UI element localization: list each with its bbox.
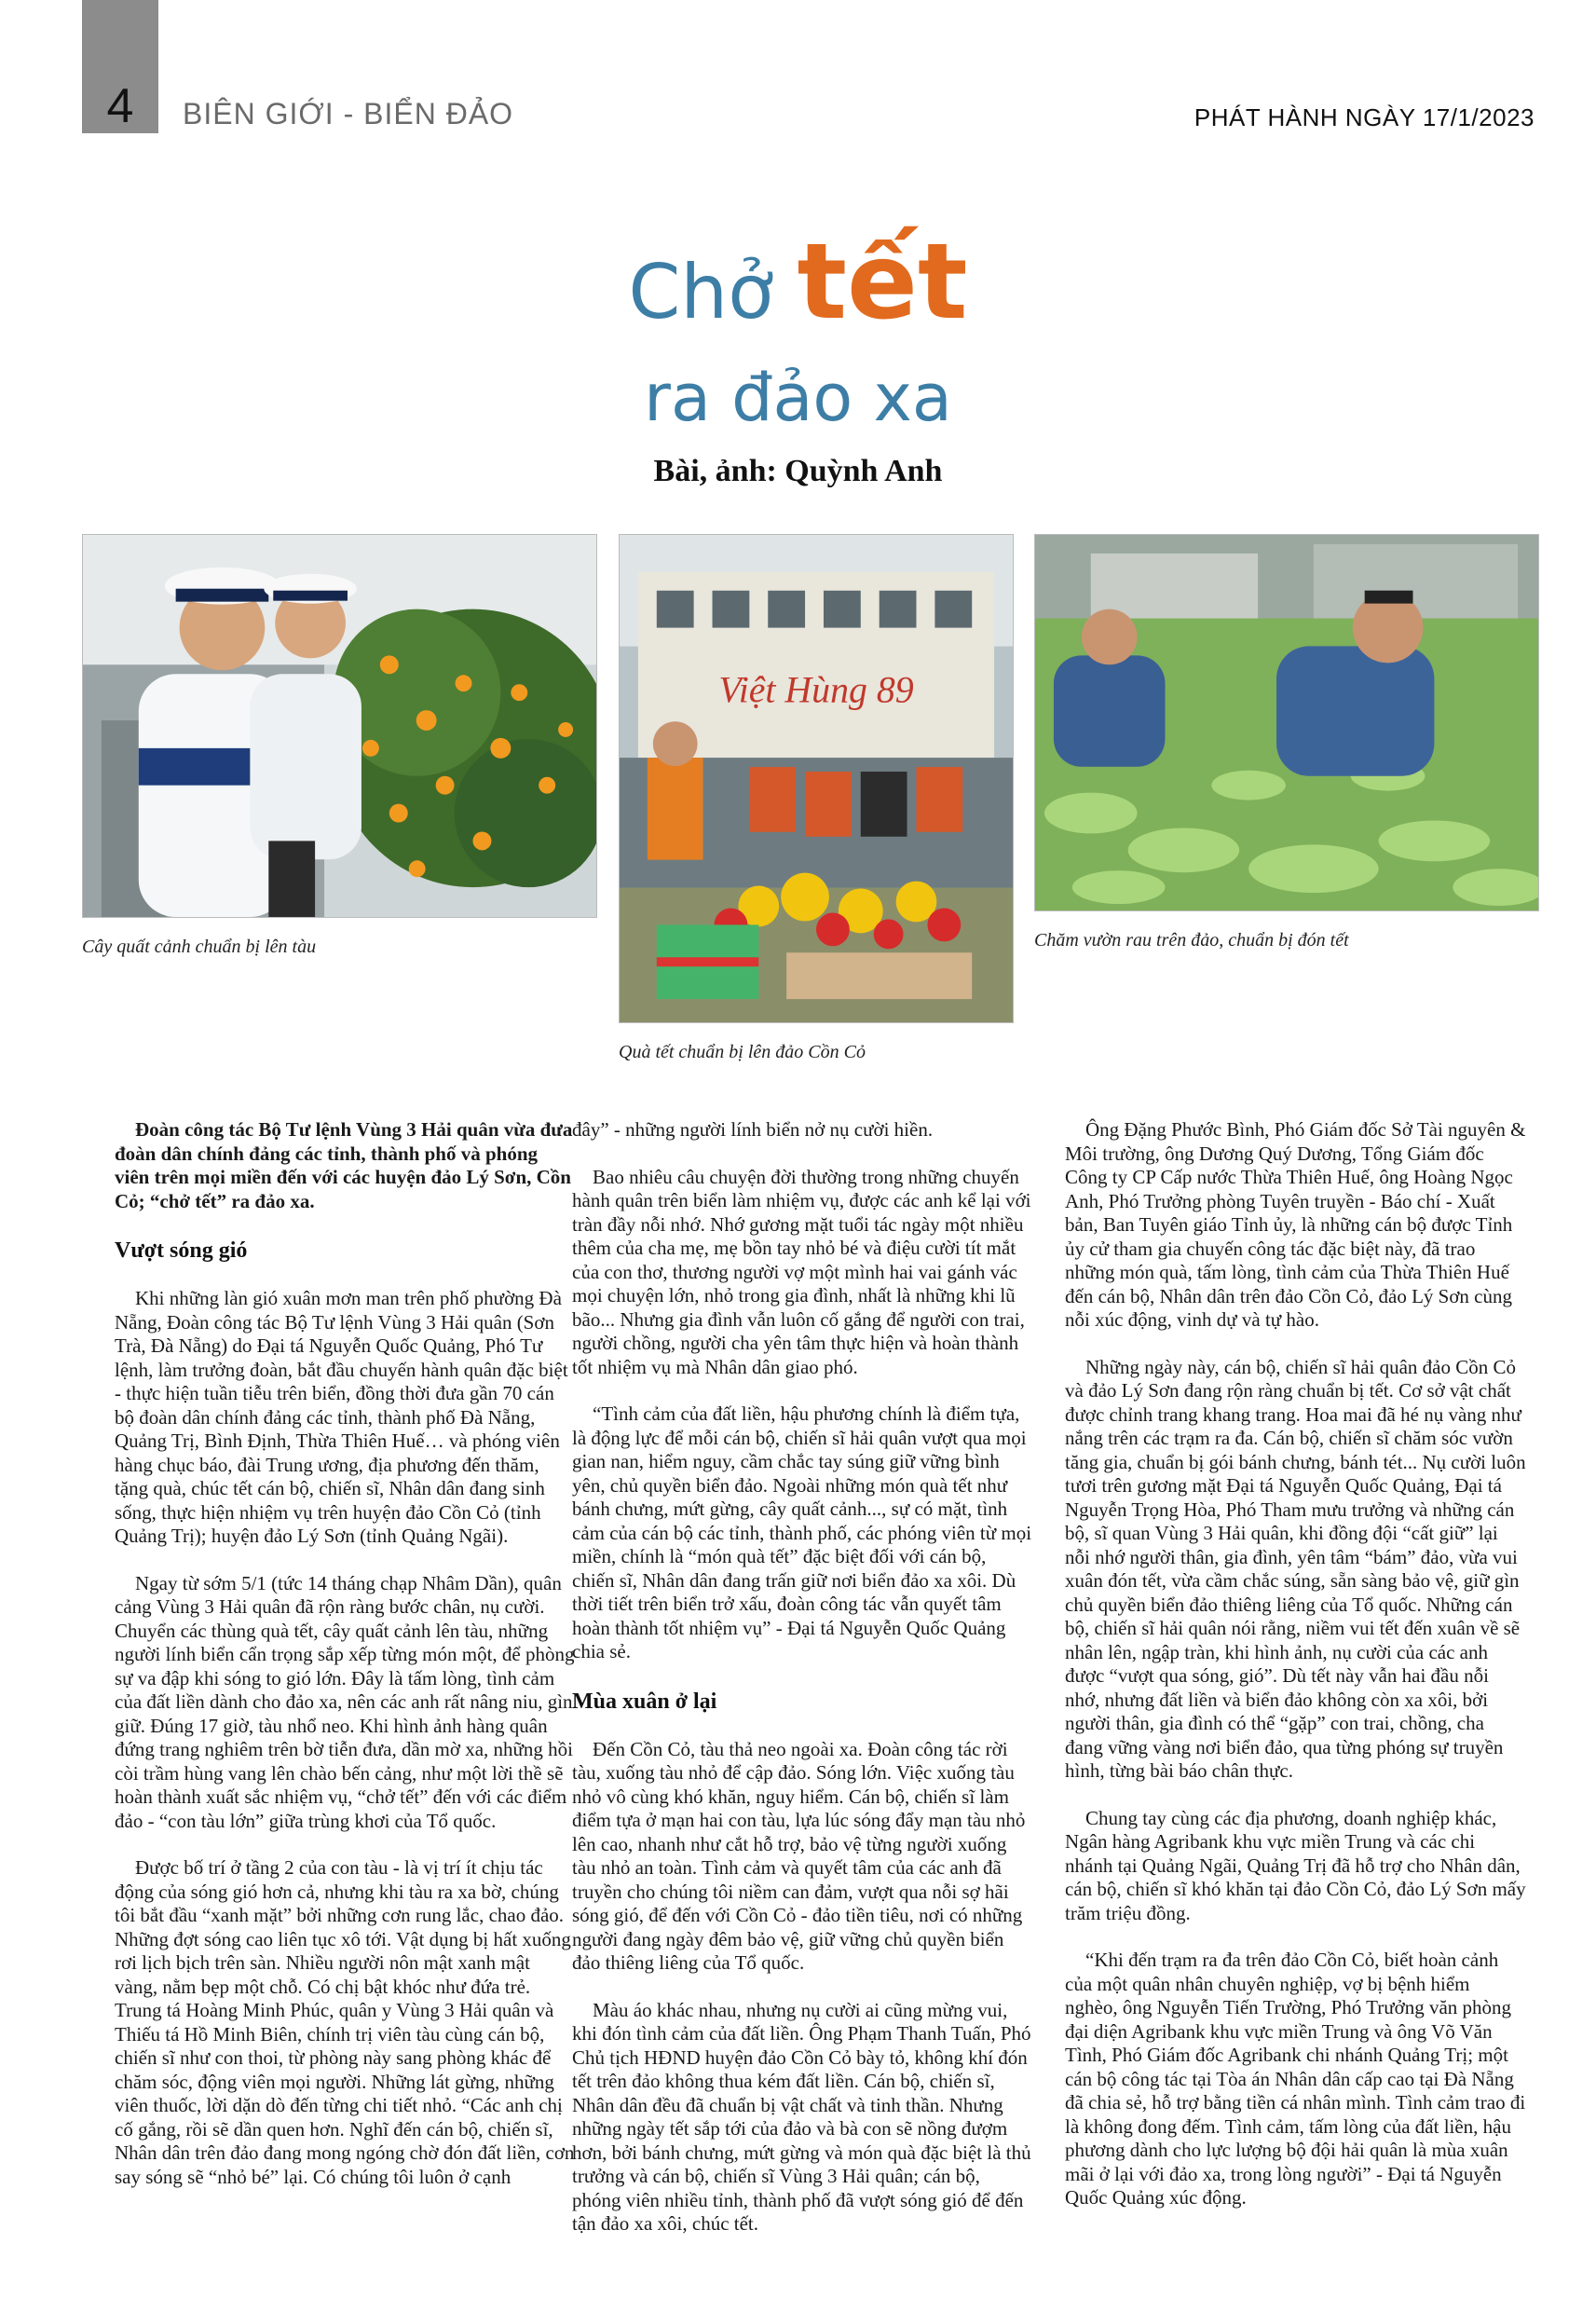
subheading-mua-xuan-o-lai: Mùa xuân ở lại: [572, 1689, 717, 1714]
garden-illustration: [1035, 535, 1538, 910]
paragraph: Màu áo khác nhau, nhưng nụ cười ai cũng mừng vui, khi đón tình cảm của đất liền. Ông Phạm Thanh Tuấn, Phó Chủ tịch HĐND huyện đảo Cồn Cỏ bày tỏ, không khí đón tết trên đảo không thua kém đất liền. Cán bộ, chiến sĩ, Nhân dân đều đã chuẩn bị vật chất và tinh thần. Nhưng những ngày tết sắp tới của đảo và bà con sẽ nồng đượm hơn, bởi bánh chưng, mứt gừng và món quà đặc biệt là thủ trưởng và cán bộ, chiến sĩ Vùng 3 Hải quân; cán bộ, phóng viên nhiều tỉnh, thành phố đã vượt sóng gió để đến tận đảo xa xôi, chúc tết.: [572, 1998, 1031, 2235]
paragraph: đây” - những người lính biển nở nụ cười hiền.: [572, 1118, 934, 1141]
article-column-1: [115, 1118, 576, 2212]
byline: Bài, ảnh: Quỳnh Anh: [653, 454, 943, 488]
sailors-kumquat-illustration: [83, 535, 596, 917]
paragraph: Ông Đặng Phước Bình, Phó Giám đốc Sở Tài nguyên & Môi trường, ông Dương Quý Dương, Tổng Giám đốc Công ty CP Cấp nước Thừa Thiên Huế, ông Hoàng Ngọc Anh, Phó Trưởng phòng Tuyên truyền - Báo chí - Xuất bản, Ban Tuyên giáo Tỉnh ủy, là những cán bộ được Tỉnh ủy cử tham gia chuyến công tác đặc biệt này, đã trao những món quà, tấm lòng, tình cảm của Thừa Thiên Huế đến cán bộ, Nhân dân trên đảo Cồn Cỏ, đảo Lý Sơn cùng nỗi xúc động, vinh dự và tự hào.: [1065, 1118, 1526, 1331]
headline-accent: tết: [797, 222, 968, 343]
headline-line-2: ra đảo xa: [644, 360, 952, 436]
paragraph: Khi những làn gió xuân mơn man trên phố phường Đà Nẵng, Đoàn công tác Bộ Tư lệnh Vùng 3 Hải quân (Sơn Trà, Đà Nẵng) do Đại tá Nguyễn Quốc Quảng, Phó Tư lệnh, làm trưởng đoàn, bắt đầu chuyến hành quân đặc biệt - thực hiện tuần tiễu trên biển, đồng thời đưa gần 70 cán bộ đoàn dân chính đảng các tỉnh, thành phố Đà Nẵng, Quảng Trị, Bình Định, Thừa Thiên Huế… và phóng viên hàng chục báo, đài Trung ương, địa phương đến thăm, tặng quà, chúc tết cán bộ, chiến sĩ, Nhân dân đang sinh sống, thực hiện nhiệm vụ trên huyện đảo Cồn Cỏ (tỉnh Quảng Trị); huyện đảo Lý Sơn (tỉnh Quảng Ngãi).: [115, 1287, 568, 1547]
photo-caption-1: Cây quất cảnh chuẩn bị lên tàu: [82, 937, 317, 957]
subheading-vuot-song-gio: Vượt sóng gió: [115, 1238, 248, 1263]
section-title: BIÊN GIỚI - BIỂN ĐẢO: [183, 97, 514, 130]
article-lead: Đoàn công tác Bộ Tư lệnh Vùng 3 Hải quân vừa đưa đoàn dân chính đảng các tỉnh, thành phố và phóng viên trên mọi miền đến với các huyện đảo Lý Sơn, Cồn Cỏ; “chở tết” ra đảo xa.: [115, 1118, 573, 1212]
paragraph: “Khi đến trạm ra đa trên đảo Cồn Cỏ, biết hoàn cảnh của một quân nhân chuyên nghiệp, vợ bị bệnh hiểm nghèo, ông Nguyễn Tiến Trường, Phó Trưởng văn phòng đại diện Agribank khu vực miền Trung và ông Võ Văn Tình, Phó Giám đốc Agribank chi nhánh Quảng Trị; một cán bộ công tác tại Tòa án Nhân dân cấp cao tại Đà Nẵng đã chia sẻ, hỗ trợ bằng tiền cá nhân mình. Tình cảm trao đi là không đong đếm. Tình cảm, tấm lòng của đất liền, hậu phương dành cho lực lượng bộ đội hải quân là mùa xuân mãi ở lại với đảo xa, trong lòng người” - Đại tá Nguyễn Quốc Quảng xúc động.: [1065, 1949, 1526, 2209]
article-column-3: [1065, 1118, 1526, 2234]
article-column-2: [572, 1118, 1033, 2260]
headline-part-1: Chở: [628, 249, 798, 335]
page-number: 4: [106, 79, 134, 133]
photo-kumquat-tree: [82, 534, 597, 918]
paragraph: Được bố trí ở tầng 2 của con tàu - là vị trí ít chịu tác động của sóng gió hơn cả, nhưng khi tàu ra xa bờ, chúng tôi bắt đầu “xanh mặt” bởi những cơn rung lắc, chao đảo. Những đợt sóng cao liên tục xô tới. Vật dụng bị hất xuống rơi lịch bịch trên sàn. Nhiều người nôn mật xanh mật vàng, nằm bẹp một chỗ. Có chị bật khóc như đứa trẻ. Trung tá Hoàng Minh Phúc, quân y Vùng 3 Hải quân và Thiếu tá Hồ Minh Biên, chính trị viên tàu cùng cán bộ, chiến sĩ như con thoi, từ phòng này sang phòng khác để chăm sóc, động viên mọi người. Những lát gừng, những viên thuốc, lời dặn dò đến từng chi tiết nhỏ. “Các anh chị cố gắng, rồi sẽ dần quen hơn. Nghĩ đến cán bộ, chiến sĩ, Nhân dân trên đảo đang mong ngóng chờ đón đất liền, cơn say sóng sẽ “nhỏ bé” lại. Có chúng tôi luôn ở cạnh: [115, 1856, 575, 2188]
paragraph: Những ngày này, cán bộ, chiến sĩ hải quân đảo Cồn Cỏ và đảo Lý Sơn đang rộn ràng chuẩn bị tết. Cơ sở vật chất được chỉnh trang khang trang. Hoa mai đã hé nụ vàng như nắng trên các trạm ra đa. Cán bộ, chiến sĩ chăm sóc vườn tăng gia, chuẩn bị gói bánh chưng, bánh tét... Nụ cười luôn tươi trên gương mặt Đại tá Nguyễn Quốc Quảng, Đại tá Nguyễn Trọng Hòa, Phó Tham mưu trưởng và những cán bộ, sĩ quan Vùng 3 Hải quân, khi đồng đội “cất giữ” lại nỗi nhớ người thân, gia đình, yên tâm “bám” đảo, vừa vui xuân đón tết, vừa cầm chắc súng, sẵn sàng bảo vệ, giữ gìn chủ quyền biển đảo thiêng liêng của Tổ quốc. Những cán bộ, chiến sĩ hải quân nói rằng, niềm vui tết đến xuân về sẽ nhân lên, ngập tràn, khi hình ảnh, nụ cười của các anh được “vượt qua sóng, gió”. Dù tết này vẫn hai đầu nỗi nhớ, nhưng đất liền và biển đảo không còn xa xôi, bởi người thân, gia đình có thể “gặp” con trai, chồng, cha đang vững vàng nơi biển đảo, qua từng phóng sự truyền hình, từng bài báo chân thực.: [1065, 1355, 1526, 1782]
paragraph: Bao nhiêu câu chuyện đời thường trong những chuyến hành quân trên biển làm nhiệm vụ, được các anh kể lại với tràn đầy nỗi nhớ. Nhớ gương mặt tuổi tác ngày một nhiều thêm của cha mẹ, mẹ bồn tay nhỏ bé và điệu cười tít mắt của con thơ, thương người vợ một mình hai vai gánh vác mọi chuyện lớn, nhỏ trong gia đình, nhất là những khi lũ bão... Nhưng gia đình vẫn luôn cố gắng để người con trai, người chồng, người cha yên tâm thực hiện và hoàn thành tốt nhiệm vụ mà Nhân dân giao phó.: [572, 1165, 1031, 1378]
paragraph: Chung tay cùng các địa phương, doanh nghiệp khác, Ngân hàng Agribank khu vực miền Trung và các chi nhánh tại Quảng Ngãi, Quảng Trị đã hỗ trợ cho Nhân dân, cán bộ, chiến sĩ khó khăn tại đảo Cồn Cỏ, đảo Lý Sơn mấy trăm triệu đồng.: [1065, 1806, 1526, 1924]
boat-gifts-illustration: [620, 535, 1013, 1022]
ship-name-text: Việt Hùng 89: [718, 669, 914, 711]
headline-line-1: [0, 222, 1596, 344]
paragraph: Đến Cồn Cỏ, tàu thả neo ngoài xa. Đoàn công tác rời tàu, xuống tàu nhỏ để cập đảo. Sóng lớn. Việc xuống tàu nhỏ vô cùng khó khăn, nguy hiểm. Cán bộ, chiến sĩ làm điểm tựa ở mạn hai con tàu, lựa lúc sóng đẩy mạn tàu nhỏ lên cao, nhanh như cắt hỗ trợ, bảo vệ từng người xuống tàu nhỏ an toàn. Tình cảm và quyết tâm của các anh đã truyền cho chúng tôi niềm can đảm, vượt qua nỗi sợ hãi sóng gió, để đến với Cồn Cỏ - đảo tiền tiêu, nơi có những người đang ngày đêm bảo vệ, giữ vững chủ quyền biển đảo thiêng liêng của Tổ quốc.: [572, 1737, 1026, 1974]
photo-tet-gifts-boat: [619, 534, 1014, 1023]
photo-caption-2: Quà tết chuẩn bị lên đảo Cồn Cỏ: [619, 1042, 866, 1062]
paragraph: “Tình cảm của đất liền, hậu phương chính là điểm tựa, là động lực để mỗi cán bộ, chiến sĩ hải quân vượt qua mọi gian nan, hiểm nguy, cầm chắc tay súng giữ vững bình yên, chủ quyền biển đảo. Ngoài những món quà tết như bánh chưng, mứt gừng, cây quất cảnh..., sự có mặt, tình cảm của cán bộ các tỉnh, thành phố, các phóng viên từ mọi miền, chính là “món quà tết” đặc biệt đối với cán bộ, chiến sĩ, Nhân dân đang trấn giữ nơi biển đảo xa xôi. Dù thời tiết trên biển trở xấu, đoàn công tác vẫn quyết tâm hoàn thành tốt nhiệm vụ” - Đại tá Nguyễn Quốc Quảng chia sẻ.: [572, 1402, 1032, 1662]
paragraph: Ngay từ sớm 5/1 (tức 14 tháng chạp Nhâm Dần), quân cảng Vùng 3 Hải quân đã rộn ràng bước chân, nụ cười. Chuyển các thùng quà tết, cây quất cảnh lên tàu, những người lính biển cẩn trọng sắp xếp từng món một, để phòng sự va đập khi sóng to gió lớn. Đây là tấm lòng, tình cảm của đất liền dành cho đảo xa, nên các anh rất nâng niu, gìn giữ. Đúng 17 giờ, tàu nhổ neo. Khi hình ảnh hàng quân đứng trang nghiêm trên bờ tiễn đưa, dần mờ xa, những hồi còi trầm hùng vang lên chào bến cảng, như một lời thề sẽ hoàn thành xuất sắc nhiệm vụ, “chở tết” đến với các điểm đảo - “con tàu lớn” giữa trùng khơi của Tổ quốc.: [115, 1571, 575, 1832]
issue-date: PHÁT HÀNH NGÀY 17/1/2023: [1194, 103, 1535, 131]
photo-caption-3: Chăm vườn rau trên đảo, chuẩn bị đón tết: [1034, 930, 1349, 951]
photo-vegetable-garden: [1034, 534, 1539, 911]
